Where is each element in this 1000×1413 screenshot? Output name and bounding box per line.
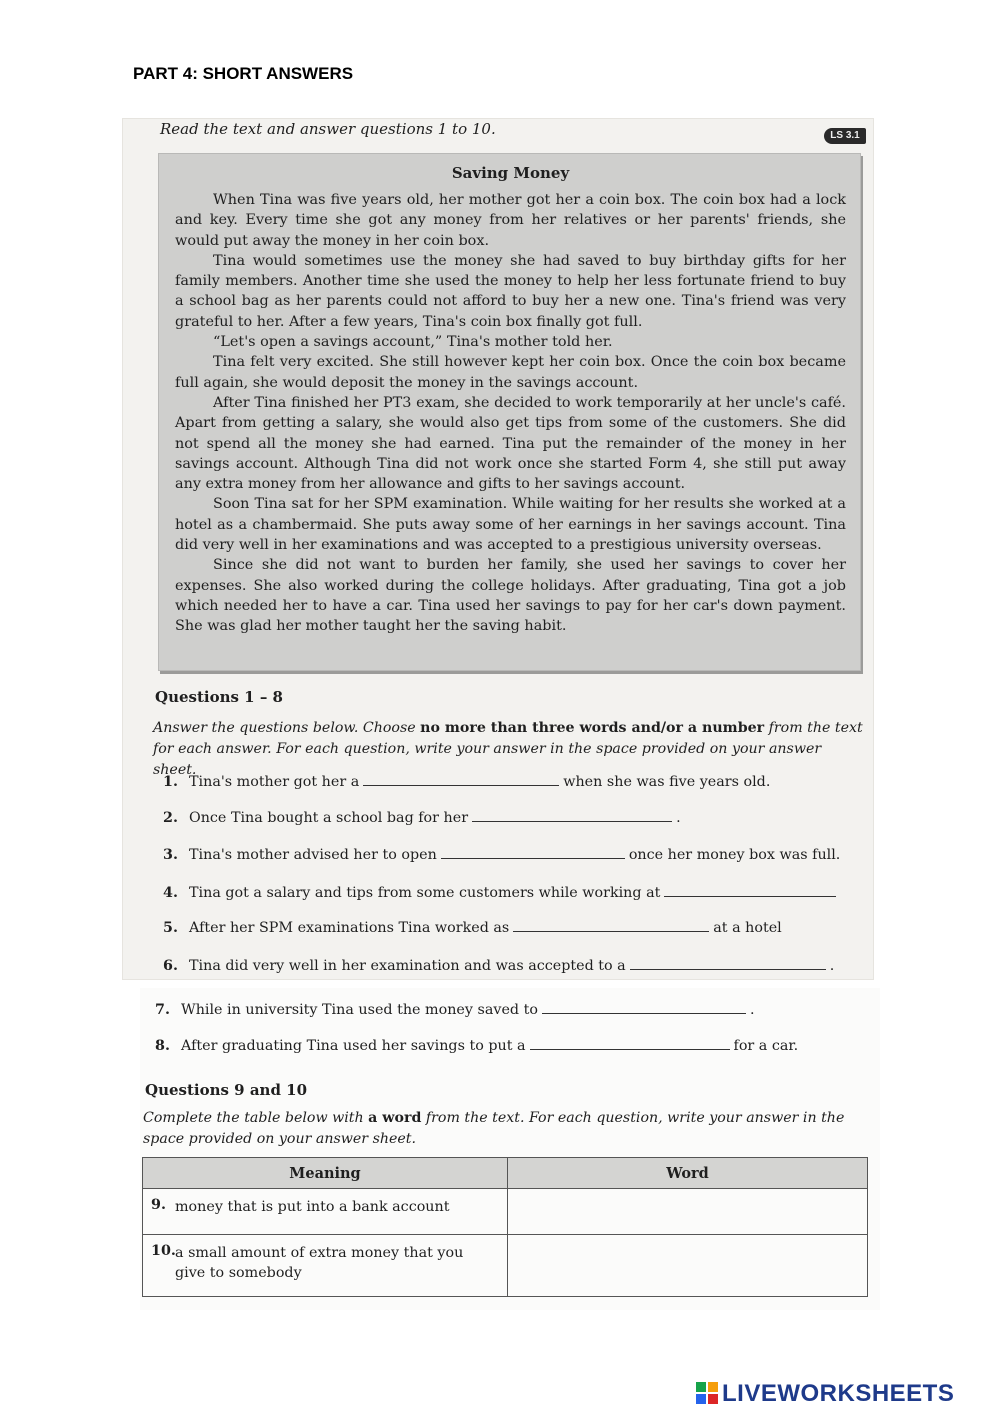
question-text: . (829, 958, 835, 974)
question-text: at a hotel (713, 920, 782, 936)
passage-paragraph: Tina would sometimes use the money she had saved to buy birthday gifts for her family members. Another time she used the money to help her less fortunate friend to buy a school bag as her parents could not afford to buy her a new one. Tina's friend was very grateful to her. After a few years, Tina's coin box finally got full. (175, 252, 846, 330)
question-text: After graduating Tina used her savings to put a (181, 1038, 526, 1054)
answer-blank[interactable] (664, 882, 836, 897)
answer-blank[interactable] (542, 999, 746, 1014)
answer-blank[interactable] (513, 917, 709, 932)
meaning-cell (143, 1235, 508, 1297)
questions-9-10-heading: Questions 9 and 10 (145, 1081, 308, 1099)
word-answer-cell[interactable] (508, 1235, 868, 1297)
question-text: for a car. (733, 1038, 799, 1054)
question-text: . (749, 1002, 755, 1018)
question-text: Tina's mother got her a (189, 774, 360, 790)
meaning-column-header: Meaning (143, 1158, 508, 1189)
word-column-header: Word (508, 1158, 868, 1189)
question-4 (163, 882, 840, 901)
page-title: PART 4: SHORT ANSWERS (133, 64, 354, 83)
instr-bold: no more than three words and/or a number (420, 720, 765, 736)
question-text: Once Tina bought a school bag for her (189, 810, 469, 826)
instr-text: from the text. For each question, write your answer in the space provided on your answer sheet. (143, 1110, 845, 1147)
question-1 (163, 771, 770, 790)
liveworksheets-logo[interactable]: LIVEWORKSHEETS (722, 1380, 955, 1407)
question-7 (155, 999, 755, 1018)
answer-blank[interactable] (630, 955, 826, 970)
answer-blank[interactable] (441, 844, 625, 859)
question-text: After her SPM examinations Tina worked as (189, 920, 510, 936)
question-number: 2. (163, 810, 178, 826)
instr-text: Answer the questions below. Choose (153, 720, 421, 736)
question-number: 6. (163, 958, 178, 974)
answer-blank[interactable] (530, 1035, 730, 1050)
meaning-cell (143, 1189, 508, 1235)
questions-1-8-heading: Questions 1 – 8 (155, 688, 283, 706)
passage-paragraph: “Let's open a savings account,” Tina's mother told her. (213, 334, 613, 351)
instr-bold: a word (368, 1110, 422, 1126)
question-text: Tina got a salary and tips from some customers while working at (189, 885, 661, 901)
answer-blank[interactable] (472, 807, 672, 822)
question-number: 9. (151, 1197, 166, 1213)
question-number: 8. (155, 1038, 170, 1054)
section-instruction: Read the text and answer questions 1 to 10. (160, 120, 496, 138)
question-3 (163, 844, 840, 863)
meaning-text: a small amount of extra money that you give to somebody (175, 1245, 464, 1281)
passage-paragraph: Tina felt very excited. She still however kept her coin box. Once the coin box became full again, she would deposit the money in the savings account. (175, 354, 846, 391)
question-number: 10. (151, 1243, 176, 1259)
meaning-text: money that is put into a bank account (175, 1199, 450, 1215)
question-number: 1. (163, 774, 178, 790)
instr-text: Complete the table below with (143, 1110, 369, 1126)
passage-title: Saving Money (451, 164, 570, 182)
question-number: 5. (163, 920, 178, 936)
table-header-row (143, 1158, 868, 1189)
question-text: While in university Tina used the money saved to (181, 1002, 538, 1018)
passage-paragraph: Soon Tina sat for her SPM examination. While waiting for her results she worked at a hotel as a chambermaid. She puts away some of her earnings in her savings account. Tina did very well in her examinations and was accepted to a prestigious university overseas. (175, 496, 846, 554)
passage-paragraph: Since she did not want to burden her family, she used her savings to cover her expenses. She also worked during the college holidays. After graduating, Tina got a job which needed her to have a car. Tina used her savings to pay for her car's down payment. She was glad her mother taught her the saving habit. (175, 557, 846, 635)
passage-paragraph: When Tina was five years old, her mother got her a coin box. The coin box had a lock and key. Every time she got any money from her relatives or her parents' friends, she would put away the money in her coin box. (175, 192, 846, 249)
reading-passage (158, 153, 861, 671)
question-text: Tina's mother advised her to open (189, 847, 437, 863)
question-8 (155, 1035, 798, 1054)
table-row (143, 1235, 868, 1297)
question-number: 3. (163, 847, 178, 863)
answer-table (142, 1157, 868, 1297)
questions-9-10-instructions (143, 1108, 873, 1150)
question-6 (163, 955, 834, 974)
question-text: when she was five years old. (563, 774, 771, 790)
table-row (143, 1189, 868, 1235)
answer-blank[interactable] (363, 771, 559, 786)
question-text: Tina did very well in her examination and was accepted to a (189, 958, 626, 974)
section-badge: LS 3.1 (824, 128, 866, 144)
instr-text: from the text for each answer. For each question, write your answer in the space provided on your answer sheet. (153, 720, 863, 778)
question-number: 4. (163, 885, 178, 901)
question-5 (163, 917, 782, 936)
liveworksheets-logo-icon (696, 1382, 718, 1404)
question-text: once her money box was full. (628, 847, 841, 863)
passage-paragraph: After Tina finished her PT3 exam, she decided to work temporarily at her uncle's café. Apart from getting a salary, she would also get tips from some of the customers. She did not spend all the money she had earned. Tina put the remainder of the money in her savings account. Although Tina did not work once she started Form 4, she still put away any extra money from her allowance and gifts to her savings account. (175, 394, 846, 493)
question-2 (163, 807, 681, 826)
question-text: . (676, 810, 681, 826)
question-number: 7. (155, 1002, 170, 1018)
word-answer-cell[interactable] (508, 1189, 868, 1235)
